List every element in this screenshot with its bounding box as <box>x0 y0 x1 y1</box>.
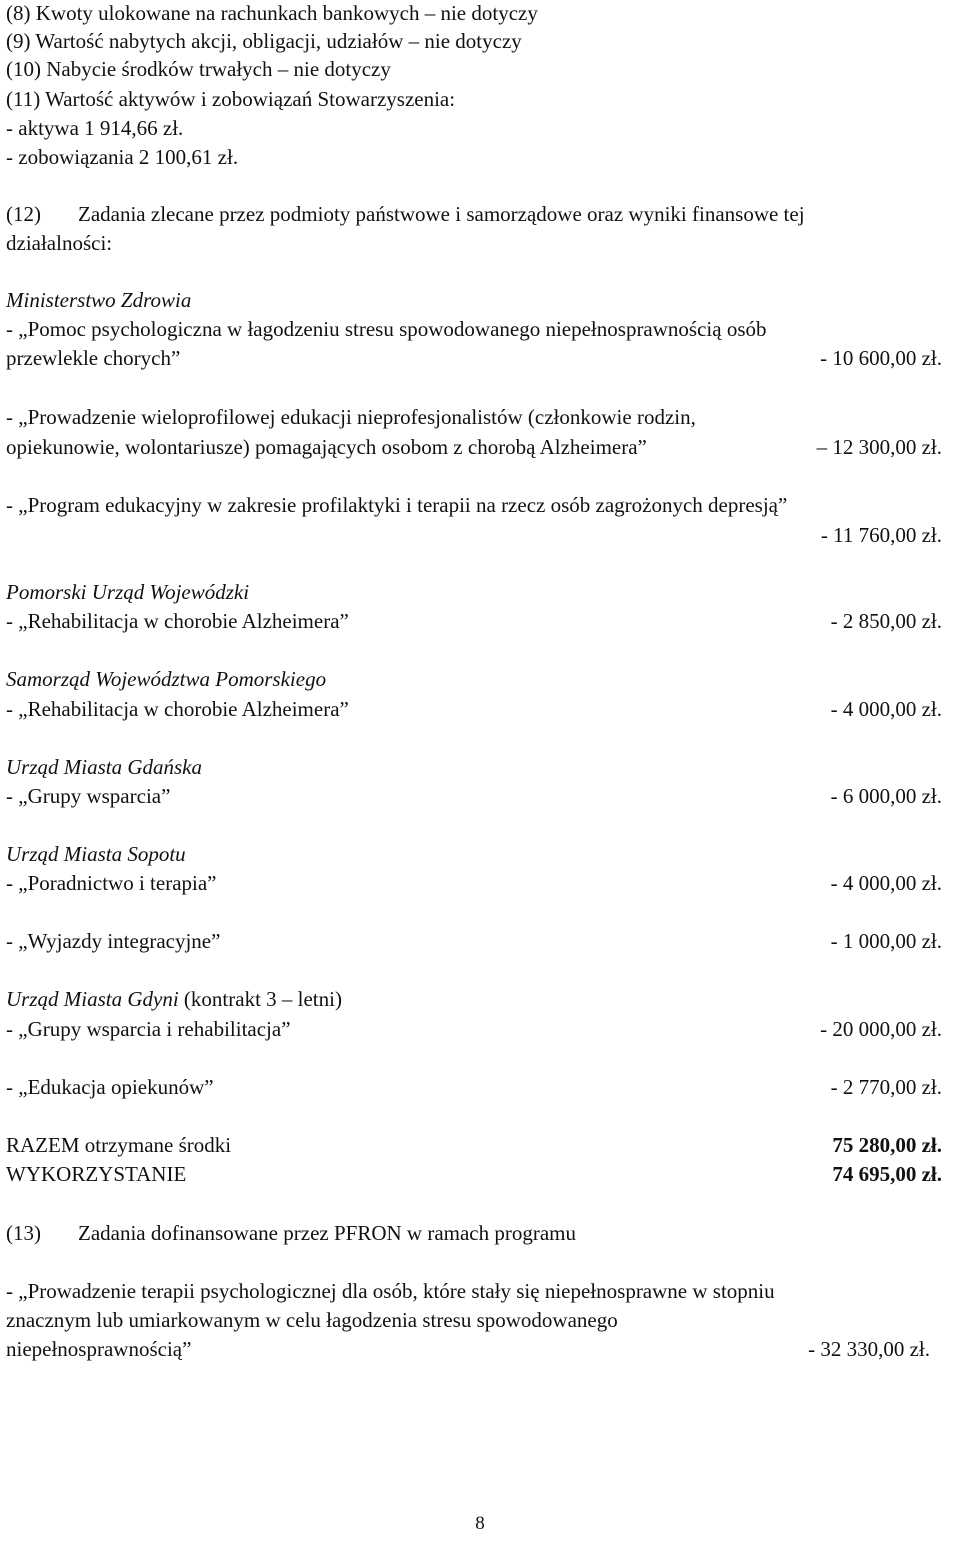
task-line: - „Pomoc psychologiczna w łagodzeniu stresu spowodowanego niepełnosprawnością osób <box>6 317 767 341</box>
page-number: 8 <box>475 1513 485 1534</box>
funder-swp: Samorząd Województwa Pomorskiego <box>6 667 327 691</box>
funder-umg: Urząd Miasta Gdańska <box>6 755 203 779</box>
task-line: - „Wyjazdy integracyjne” <box>6 929 221 953</box>
task-amount: - 10 600,00 zł. <box>820 346 942 370</box>
funder-umgdynia-line <box>6 986 342 1012</box>
item-10: (10) Nabycie środków trwałych – nie dotyczy <box>6 57 391 81</box>
item-8: (8) Kwoty ulokowane na rachunkach bankowych – nie dotyczy <box>6 1 538 25</box>
task-line: - „Edukacja opiekunów” <box>6 1075 214 1099</box>
section-13-heading-text: Zadania dofinansowane przez PFRON w ramach programu <box>78 1221 577 1245</box>
funder-ums: Urząd Miasta Sopotu <box>6 842 186 866</box>
section-12-heading-text: Zadania zlecane przez podmioty państwowe i samorządowe oraz wyniki finansowe tej <box>78 202 805 226</box>
contract-note: (kontrakt 3 – letni) <box>183 987 342 1011</box>
funder-puw: Pomorski Urząd Wojewódzki <box>6 580 250 604</box>
task-amount: – 12 300,00 zł. <box>816 435 942 459</box>
task-line: - „Poradnictwo i terapia” <box>6 871 217 895</box>
task-amount: - 4 000,00 zł. <box>830 697 942 721</box>
task-amount: - 1 000,00 zł. <box>830 929 942 953</box>
task-amount: - 2 850,00 zł. <box>830 609 942 633</box>
task-amount: - 2 770,00 zł. <box>830 1075 942 1099</box>
section-13-number: (13) <box>6 1221 41 1245</box>
task-line: znacznym lub umiarkowanym w celu łagodzenia stresu spowodowanego <box>6 1308 618 1332</box>
task-line: - „Rehabilitacja w chorobie Alzheimera” <box>6 609 349 633</box>
task-line: - „Program edukacyjny w zakresie profilaktyki i terapii na rzecz osób zagrożonych depresją” <box>6 493 788 517</box>
total-received-label: RAZEM otrzymane środki <box>6 1133 232 1157</box>
task-amount: - 11 760,00 zł. <box>820 523 942 547</box>
funder-umgdynia: Urząd Miasta Gdyni <box>6 987 179 1011</box>
task-amount: - 4 000,00 zł. <box>830 871 942 895</box>
section-12-heading <box>6 201 805 227</box>
task-line: - „Prowadzenie wieloprofilowej edukacji nieprofesjonalistów (członkowie rodzin, <box>6 405 696 429</box>
task-line: przewlekle chorych” <box>6 346 181 370</box>
funder-ministerstwo: Ministerstwo Zdrowia <box>6 288 192 312</box>
total-received-amount: 75 280,00 zł. <box>832 1133 942 1157</box>
section-12-heading-cont: działalności: <box>6 231 113 255</box>
total-used-label: WYKORZYSTANIE <box>6 1162 187 1186</box>
total-used-amount: 74 695,00 zł. <box>832 1162 942 1186</box>
task-line: niepełnosprawnością” <box>6 1337 192 1361</box>
task-amount: - 32 330,00 zł. <box>808 1337 930 1361</box>
task-line: - „Grupy wsparcia” <box>6 784 171 808</box>
assets-line: - aktywa 1 914,66 zł. <box>6 116 184 140</box>
liabilities-line: - zobowiązania 2 100,61 zł. <box>6 145 239 169</box>
task-amount: - 20 000,00 zł. <box>820 1017 942 1041</box>
item-11: (11) Wartość aktywów i zobowiązań Stowarzyszenia: <box>6 87 456 111</box>
task-amount: - 6 000,00 zł. <box>830 784 942 808</box>
task-line: - „Grupy wsparcia i rehabilitacja” <box>6 1017 291 1041</box>
item-9: (9) Wartość nabytych akcji, obligacji, udziałów – nie dotyczy <box>6 29 522 53</box>
section-13-heading <box>6 1220 576 1246</box>
task-line: - „Rehabilitacja w chorobie Alzheimera” <box>6 697 349 721</box>
section-12-number: (12) <box>6 202 41 226</box>
task-line: opiekunowie, wolontariusze) pomagających osobom z chorobą Alzheimera” <box>6 435 647 459</box>
task-line: - „Prowadzenie terapii psychologicznej dla osób, które stały się niepełnosprawne w stopniu <box>6 1279 775 1303</box>
